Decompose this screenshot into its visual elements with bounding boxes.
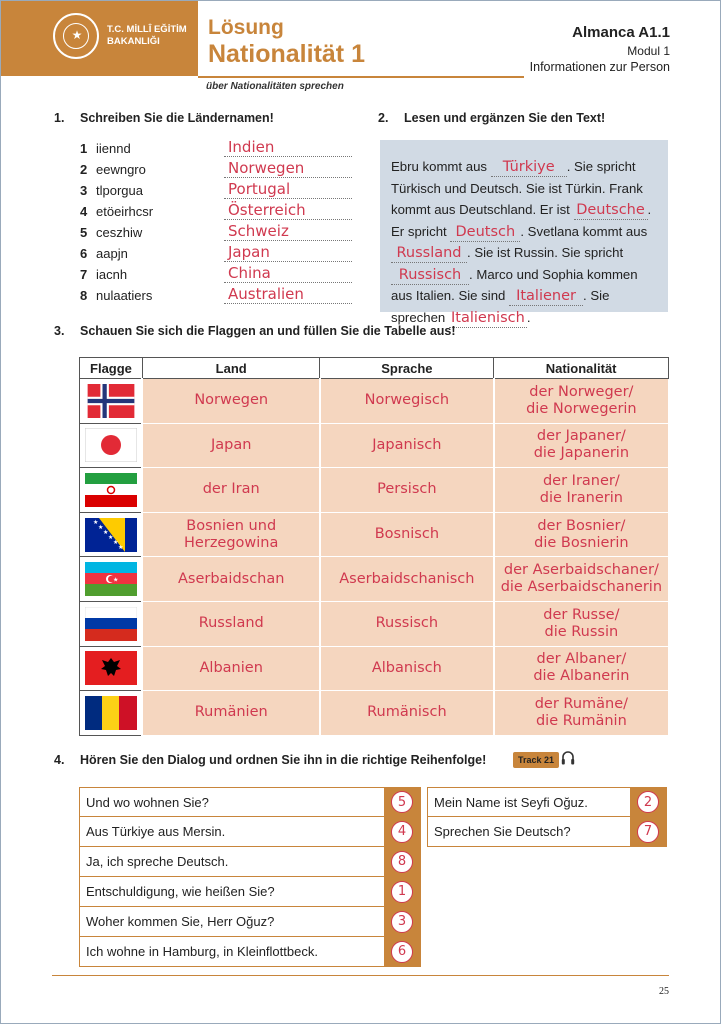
scrambled-word: nulaatiers [96,288,153,303]
gap-field[interactable]: Deutsche [574,203,648,220]
table-row [80,468,669,513]
sprache-cell: Rumänisch [320,691,494,736]
track-badge[interactable]: Track 21 [513,752,559,768]
svg-text:★: ★ [117,544,124,551]
land-cell: Bosnien und Herzegowina [142,512,320,557]
section3-number: 3. [54,324,65,338]
dialog-list-right [427,787,667,847]
land-cell: Russland [142,601,320,646]
sprache-cell: Persisch [320,468,494,513]
dialog-line: Entschuldigung, wie heißen Sie? 1 [79,877,421,907]
dialog-list-left [79,787,421,967]
word-row: 7 iacnh China [80,264,360,285]
land-cell: Rumänien [142,691,320,736]
dialog-line: Aus Türkiye aus Mersin. 4 [79,817,421,847]
dialog-line: Und wo wohnen Sie? 5 [79,787,421,817]
nationality-table [79,357,669,736]
order-number[interactable]: 7 [637,821,659,843]
page-subtitle: über Nationalitäten sprechen [206,81,344,92]
order-number[interactable]: 8 [391,851,413,873]
svg-text:★: ★ [92,519,99,526]
answer-field[interactable]: China [224,264,352,283]
dialog-line: Ich wohne in Hamburg, in Kleinflottbeck. 6 [79,937,421,967]
section4-title: Hören Sie den Dialog und ordnen Sie ihn in die richtige Reihenfolge! [80,753,487,767]
russia-flag-icon [85,607,137,641]
scrambled-word: tlporgua [96,183,143,198]
header-flag: Flagge [80,358,143,379]
scrambled-word: iacnh [96,267,128,282]
nationalitaet-cell: der Norweger/ die Norwegerin [494,379,669,424]
section1-title: Schreiben Sie die Ländernamen! [80,111,274,125]
page-title: Nationalität 1 [208,40,365,68]
sprache-cell: Bosnisch [320,512,494,557]
nationalitaet-cell: der Rumäne/ die Rumänin [494,691,669,736]
section2-title: Lesen und ergänzen Sie den Text! [404,111,606,125]
svg-text:★: ★ [107,534,114,541]
answer-field[interactable]: Schweiz [224,222,352,241]
word-row: 5 ceszhiw Schweiz [80,222,360,243]
order-number[interactable]: 5 [391,791,413,813]
svg-text:★: ★ [112,539,119,546]
word-row: 2 eewngro Norwegen [80,159,360,180]
gap-field[interactable]: Türkiye [491,160,567,177]
order-number[interactable]: 2 [637,791,659,813]
modul-label: Modul 1 [627,44,670,58]
dialog-line: Woher kommen Sie, Herr Oğuz? 3 [79,907,421,937]
table-row [80,512,669,557]
section3-title: Schauen Sie sich die Flaggen an und füllen Sie die Tabelle aus! [80,324,456,338]
section2-number: 2. [378,111,389,125]
nationalitaet-cell: der Japaner/ die Japanerin [494,423,669,468]
order-number[interactable]: 4 [391,821,413,843]
scrambled-word: etöeirhcsr [96,204,154,219]
page-number: 25 [659,986,669,997]
svg-text:★: ★ [112,577,119,584]
gap-field[interactable]: Russisch [391,268,469,285]
order-number[interactable]: 6 [391,941,413,963]
loesung-label: Lösung [208,16,284,39]
nationalitaet-cell: der Aserbaidschaner/ die Aserbaidschanerin [494,557,669,602]
svg-text:★: ★ [97,524,104,531]
norway-flag-icon [85,384,137,418]
dialog-line: Mein Name ist Seyfi Oğuz. 2 [427,787,667,817]
scrambled-word: iiennd [96,141,131,156]
sprache-cell: Albanisch [320,646,494,691]
table-row [80,557,669,602]
answer-field[interactable]: Österreich [224,201,352,220]
ministry-name: T.C. MİLLÎ EĞİTİM BAKANLIĞI [107,24,187,47]
scrambled-word: eewngro [96,162,146,177]
land-cell: Norwegen [142,379,320,424]
cloze-text-box: Ebru kommt aus Türkiye . Sie spricht Türkisch und Deutsch. Sie ist Türkin. Frank kommt aus Deutschland. Er ist Deutsche . Er spricht Deutsch . Svetlana kommt aus Russland . Sie ist Russin. Sie spricht Russisch . Marco und Sophia kommen aus Italien. Sie sind Italiener . Sie sprechen Italienisch . [380,140,668,312]
nationalitaet-cell: der Russe/ die Russin [494,601,669,646]
footer-divider [52,975,669,976]
ministry-logo-box [1,1,198,76]
nationalitaet-cell: der Iraner/ die Iranerin [494,468,669,513]
word-row: 6 aapjn Japan [80,243,360,264]
word-row: 8 nulaatiers Australien [80,285,360,306]
section1-number: 1. [54,111,65,125]
albania-flag-icon [85,651,137,685]
gap-field[interactable]: Italiener [509,289,583,306]
course-label: Almanca A1.1 [572,24,670,41]
word-row: 1 iiennd Indien [80,138,360,159]
dialog-line: Sprechen Sie Deutsch? 7 [427,817,667,847]
answer-field[interactable]: Portugal [224,180,352,199]
land-cell: Aserbaidschan [142,557,320,602]
azerbaijan-flag-icon [85,562,137,596]
land-cell: Albanien [142,646,320,691]
section4-number: 4. [54,753,65,767]
scrambled-word: aapjn [96,246,128,261]
answer-field[interactable]: Norwegen [224,159,352,178]
land-cell: der Iran [142,468,320,513]
iran-flag-icon [85,473,137,507]
japan-flag-icon [85,428,137,462]
nationalitaet-cell: der Albaner/ die Albanerin [494,646,669,691]
word-row: 3 tlporgua Portugal [80,180,360,201]
table-row [80,646,669,691]
answer-field[interactable]: Japan [224,243,352,262]
word-row: 4 etöeirhcsr Österreich [80,201,360,222]
land-cell: Japan [142,423,320,468]
sprache-cell: Aserbaidschanisch [320,557,494,602]
table-row [80,601,669,646]
headphones-icon [561,750,575,766]
header-nationalitaet: Nationalität [494,358,669,379]
topic-label: Informationen zur Person [529,60,670,74]
ministry-seal-icon: ★ [53,13,99,59]
answer-field[interactable]: Australien [224,285,352,304]
table-header-row [80,358,669,379]
header-divider [198,76,524,78]
header-sprache: Sprache [320,358,494,379]
gap-field[interactable]: Deutsch [450,225,520,242]
gap-field[interactable]: Russland [391,246,467,263]
nationalitaet-cell: der Bosnier/ die Bosnierin [494,512,669,557]
romania-flag-icon [85,696,137,730]
gap-field[interactable]: Italienisch [449,311,527,328]
table-row [80,691,669,736]
bosnia-flag-icon [85,518,137,552]
svg-text:★: ★ [102,529,109,536]
table-row [80,423,669,468]
sprache-cell: Japanisch [320,423,494,468]
order-number[interactable]: 1 [391,881,413,903]
order-number[interactable]: 3 [391,911,413,933]
sprache-cell: Norwegisch [320,379,494,424]
header-land: Land [142,358,320,379]
dialog-line: Ja, ich spreche Deutsch. 8 [79,847,421,877]
scrambled-word: ceszhiw [96,225,143,240]
answer-field[interactable]: Indien [224,138,352,157]
table-row [80,379,669,424]
sprache-cell: Russisch [320,601,494,646]
